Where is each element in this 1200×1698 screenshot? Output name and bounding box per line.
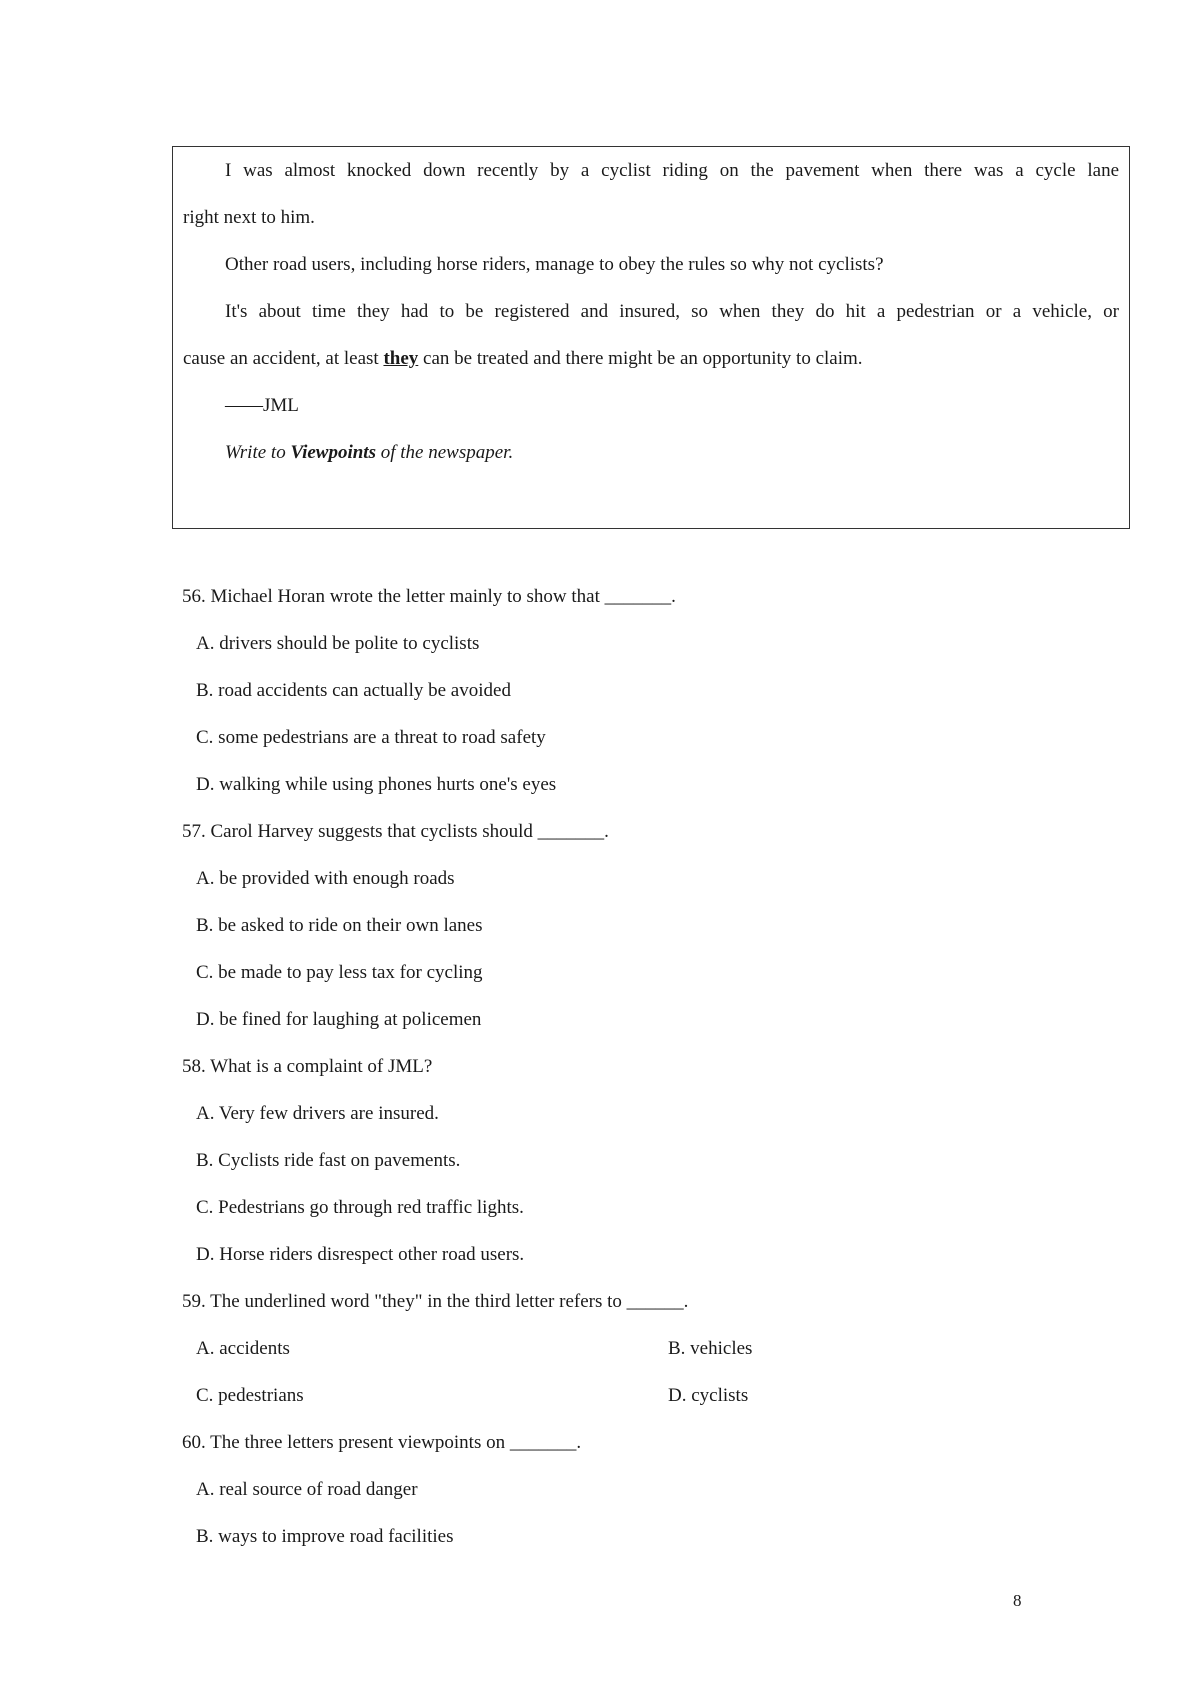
question-60-option-b: B. ways to improve road facilities: [196, 1526, 454, 1547]
question-58-option-a: A. Very few drivers are insured.: [196, 1103, 439, 1124]
letter-paragraph-2: Other road users, including horse riders, manage to obey the rules so why not cyclists?: [225, 254, 884, 275]
question-56-option-a: A. drivers should be polite to cyclists: [196, 633, 480, 654]
question-57-option-d: D. be fined for laughing at policemen: [196, 1009, 482, 1030]
question-57-option-b: B. be asked to ride on their own lanes: [196, 915, 483, 936]
question-58-option-c: C. Pedestrians go through red traffic lights.: [196, 1197, 524, 1218]
letter-footer-note: [225, 441, 513, 465]
question-59-option-d: D. cyclists: [668, 1385, 749, 1406]
question-58-option-d: D. Horse riders disrespect other road users.: [196, 1244, 525, 1265]
question-59-stem: 59. The underlined word "they" in the third letter refers to ______.: [182, 1291, 689, 1312]
viewpoints-title: Viewpoints: [290, 442, 376, 463]
letter-box: [172, 146, 1130, 529]
underlined-word-they: they: [383, 348, 419, 369]
question-56-stem: 56. Michael Horan wrote the letter mainly to show that _______.: [182, 586, 676, 607]
question-56-option-c: C. some pedestrians are a threat to road safety: [196, 727, 546, 748]
letter-signature: ——JML: [225, 395, 299, 416]
question-57-stem: 57. Carol Harvey suggests that cyclists should _______.: [182, 821, 609, 842]
letter-paragraph-3-line-2: [183, 347, 863, 371]
question-58-stem: 58. What is a complaint of JML?: [182, 1056, 433, 1077]
text-before-underline: cause an accident, at least: [183, 348, 384, 369]
question-57-option-c: C. be made to pay less tax for cycling: [196, 962, 483, 983]
question-60-option-a: A. real source of road danger: [196, 1479, 418, 1500]
letter-paragraph-1-line-1: I was almost knocked down recently by a cyclist riding on the pavement when there was a cycle lane: [225, 160, 1119, 181]
question-57-option-a: A. be provided with enough roads: [196, 868, 455, 889]
letter-paragraph-1-line-2: right next to him.: [183, 207, 315, 228]
footer-text-after: of the newspaper.: [375, 442, 514, 463]
text-after-underline: can be treated and there might be an opportunity to claim.: [418, 348, 863, 369]
footer-text-before: Write to: [225, 442, 291, 463]
letter-paragraph-3-line-1: It's about time they had to be registered and insured, so when they do hit a pedestrian or a vehicle, or: [225, 301, 1119, 322]
question-58-option-b: B. Cyclists ride fast on pavements.: [196, 1150, 461, 1171]
question-59-option-c: C. pedestrians: [196, 1385, 304, 1406]
question-56-option-d: D. walking while using phones hurts one's eyes: [196, 774, 557, 795]
question-60-stem: 60. The three letters present viewpoints on _______.: [182, 1432, 582, 1453]
page-number: 8: [1013, 1591, 1022, 1610]
question-59-option-b: B. vehicles: [668, 1338, 753, 1359]
question-59-option-a: A. accidents: [196, 1338, 290, 1359]
question-56-option-b: B. road accidents can actually be avoided: [196, 680, 511, 701]
